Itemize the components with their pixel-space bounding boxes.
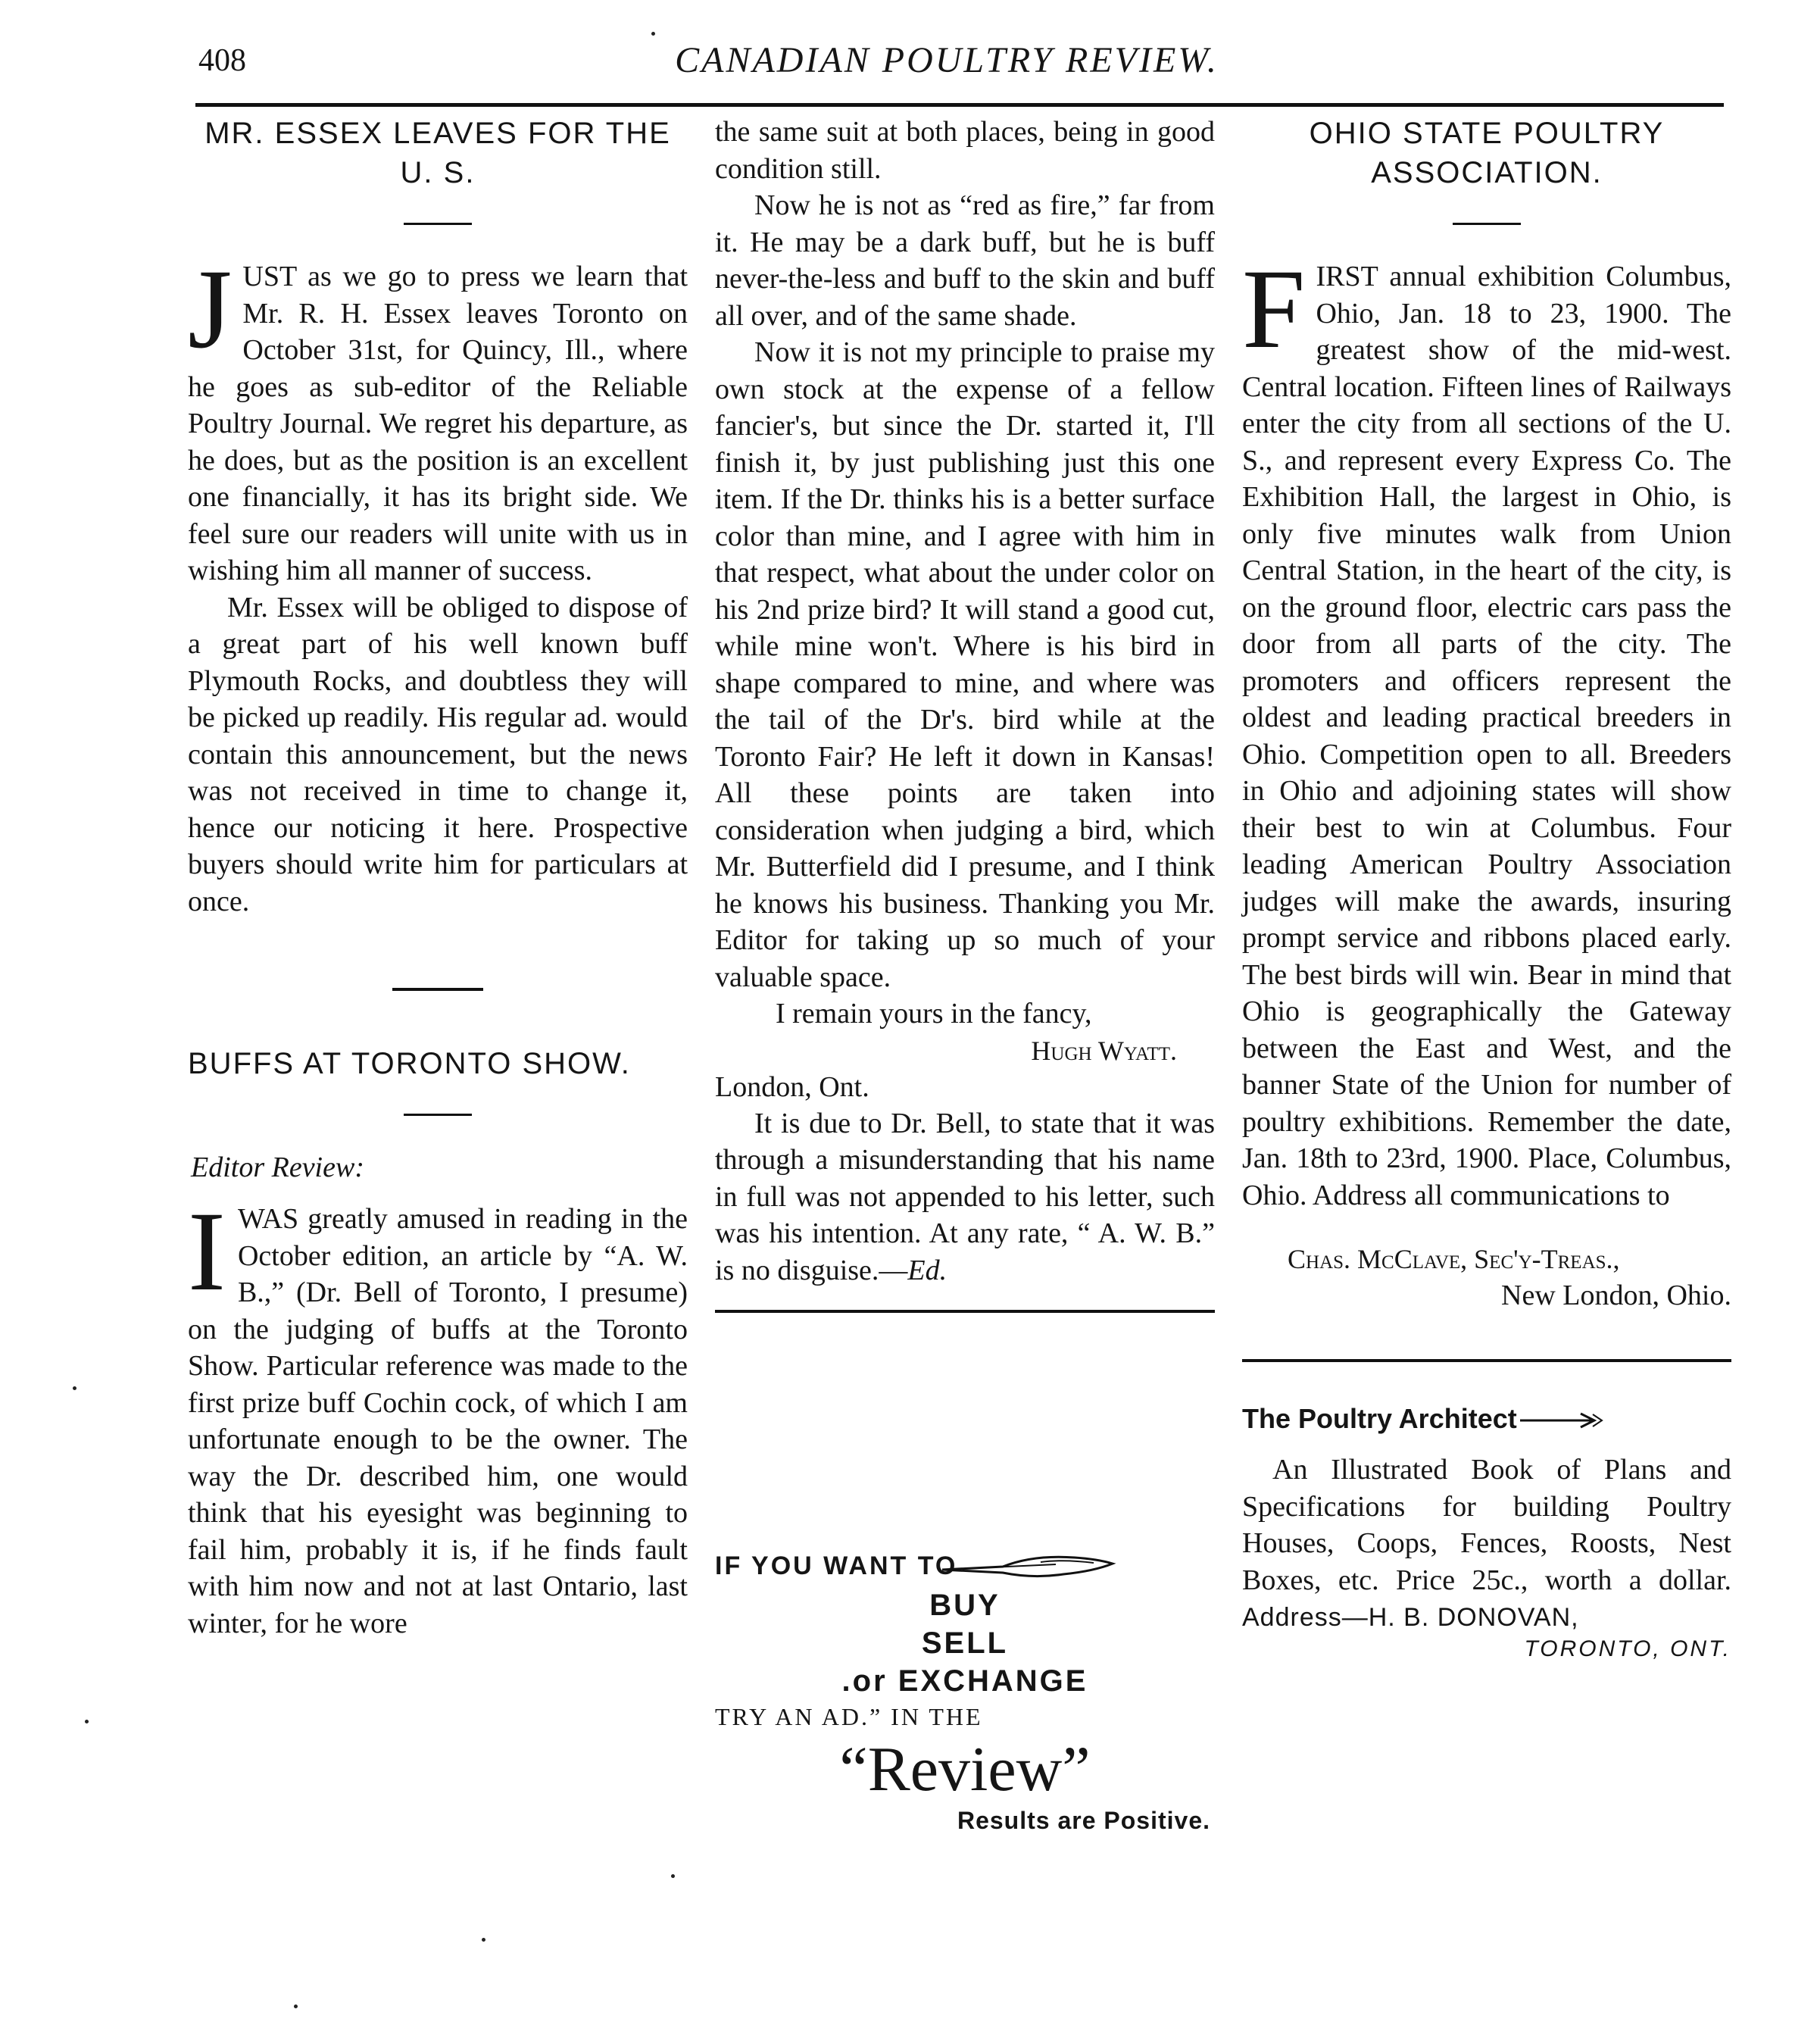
architect-city: TORONTO, ONT. (1524, 1636, 1731, 1661)
article-buffs-paragraph-2: Now he is not as “red as fire,” far from it. He may be a dark buff, but he is buff never-the-less and buff to the skin and buff all over, and of the same shade. (715, 189, 1215, 332)
article-essex-text-1: UST as we go to press we learn that Mr. R. H. Essex leaves Toronto on October 31st, for Quincy, Ill., where he goes as sub-editor of the Reliable Poultry Journal. We regret his departure, as he does, but as the position is an excellent one financially, it has its bright side. We feel sure our readers will unite with us in wishing him all manner of success. (188, 261, 688, 586)
article-buffs-paragraph-1 (188, 1189, 688, 1642)
advert-review (715, 1548, 1215, 1835)
advert-review-title: “Review” (839, 1734, 1091, 1805)
article-ohio-text: IRST annual exhibition Columbus, Ohio, Jan. 18 to 23, 1900. The greatest show of the mid-west. Central location. Fifteen lines of Railways enter the city from all sections of the U. S., and represent every Express Co. The Exhibition Hall, the largest in Ohio, is only five minutes walk from Union Central Station, in the heart of the city, is on the ground floor, electric cars pass the door from all parts of the city. The promoters and officers represent the oldest and leading practical breeders in Ohio. Competition open to all. Breeders in Ohio and adjoining states will show their best to win at Columbus. Four leading American Poultry Association judges will make the awards, insuring prompt service and ribbons placed early. The best birds will win. Bear in mind that Ohio is geographically the Gateway between the East and West, and the banner State of the Union for number of poultry exhibitions. Remember the date, Jan. 18th to 23rd, 1900. Place, Columbus, Ohio. Address all communications to (1242, 261, 1731, 1211)
scan-speck (294, 2005, 298, 2008)
scan-speck (85, 1720, 89, 1723)
advert-exchange: .or EXCHANGE (841, 1664, 1088, 1698)
drop-cap: F (1242, 246, 1306, 372)
article-buffs-continued: the same suit at both places, being in good condition still. (715, 116, 1215, 185)
scan-speck (671, 1874, 675, 1878)
drop-cap: J (188, 246, 233, 372)
scan-speck (482, 1938, 485, 1942)
scan-speck (73, 1386, 76, 1390)
architect-address: Address—H. B. DONOVAN, (1242, 1603, 1579, 1632)
article-heading-ohio: OHIO STATE POULTRY ASSOCIATION. (1309, 117, 1665, 189)
advert-want-text: IF YOU WANT TO (715, 1551, 958, 1580)
advert-sell: SELL (921, 1626, 1009, 1660)
letter-place: London, Ont. (715, 1070, 869, 1103)
advert-line-1 (715, 1548, 1215, 1586)
article-essex-paragraph-1 (188, 246, 688, 589)
pointing-hand-icon (942, 1553, 1116, 1583)
architect-body-text: An Illustrated Book of Plans and Specifications for building Poultry Houses, Coops, Fences, Roosts, Nest Boxes, etc. Price 25c., worth a dollar. (1242, 1454, 1731, 1596)
page-number: 408 (198, 43, 246, 78)
column-middle (715, 114, 1215, 1313)
editor-note (715, 1105, 1215, 1289)
architect-title (1242, 1400, 1731, 1438)
column-left (188, 114, 688, 1642)
article-essex-paragraph-2: Mr. Essex will be obliged to dispose of a great part of his well known buff Plymouth Rocks, and doubtless they will be picked up readily. His regular ad. would contain this announcement, but the news was not received in time to change it, hence our noticing it here. Prospective buyers should write him for particulars at once. (188, 591, 688, 917)
scan-speck (651, 32, 655, 36)
column-rule (715, 1310, 1215, 1313)
header-rule (195, 103, 1724, 107)
advert-try: TRY AN AD.” IN THE (715, 1703, 983, 1730)
article-buffs-text-1: WAS greatly amused in reading in the October edition, an article by “A. W. B.,” (Dr. Bell of Toronto, I presume) on the judging of buffs at the Toronto Show. Particular reference was made to the first prize buff Cochin cock, of which I am unfortunate enough to be the owner. The way the Dr. described him, one would think that his eyesight was beginning to fail him, probably it is, if he finds fault with him now and not at last Ontario, last winter, for he wore (188, 1203, 688, 1639)
column-right (1242, 114, 1731, 1662)
drop-cap: I (188, 1189, 226, 1314)
advert-buy: BUY (929, 1589, 1001, 1622)
article-buffs-paragraph-3: Now it is not my principle to praise my own stock at the expense of a fellow fancier's, but since the Dr. started it, I'll finish it, by just publishing just this one item. If the Dr. thinks his is a better surface color than mine, and I agree with him in that respect, what about the under color on his 2nd prize bird? It will stand a good cut, while mine won't. Where is his bird in shape compared to mine, and where was the tail of the Dr's. bird while at the Toronto Fair? He left it down in Kansas! All these points are taken into consideration when judging a bird, which Mr. Butterfield did I presume, and I think he knows his business. Thanking you Mr. Editor for taking up so much of your valuable space. (715, 336, 1215, 993)
arrow-icon (1520, 1411, 1603, 1430)
editor-signature: Ed. (907, 1254, 947, 1286)
section-rule (392, 988, 483, 991)
advert-results: Results are Positive. (957, 1807, 1210, 1834)
architect-body (1242, 1451, 1731, 1636)
running-title: CANADIAN POULTRY REVIEW. (675, 40, 1219, 80)
ohio-signature-place: New London, Ohio. (1501, 1280, 1731, 1311)
letter-signature: Hugh Wyatt. (1031, 1035, 1177, 1066)
article-heading-essex: MR. ESSEX LEAVES FOR THE U. S. (204, 117, 671, 189)
section-rule (404, 223, 472, 225)
section-rule (1453, 223, 1521, 225)
ohio-signature-name: Chas. McClave, Sec'y-Treas., (1288, 1244, 1620, 1274)
article-ohio-paragraph (1242, 246, 1731, 1214)
article-heading-buffs: BUFFS AT TORONTO SHOW. (188, 1047, 631, 1080)
section-rule (404, 1114, 472, 1116)
letter-closing: I remain yours in the fancy, (776, 998, 1092, 1030)
editor-note-text: It is due to Dr. Bell, to state that it was through a misunderstanding that his name in full was not appended to his letter, such was his intention. At any rate, “ A. W. B.” is no disguise.— (715, 1107, 1215, 1286)
salutation: Editor Review: (191, 1151, 364, 1183)
architect-title-text: The Poultry Architect (1242, 1403, 1517, 1434)
